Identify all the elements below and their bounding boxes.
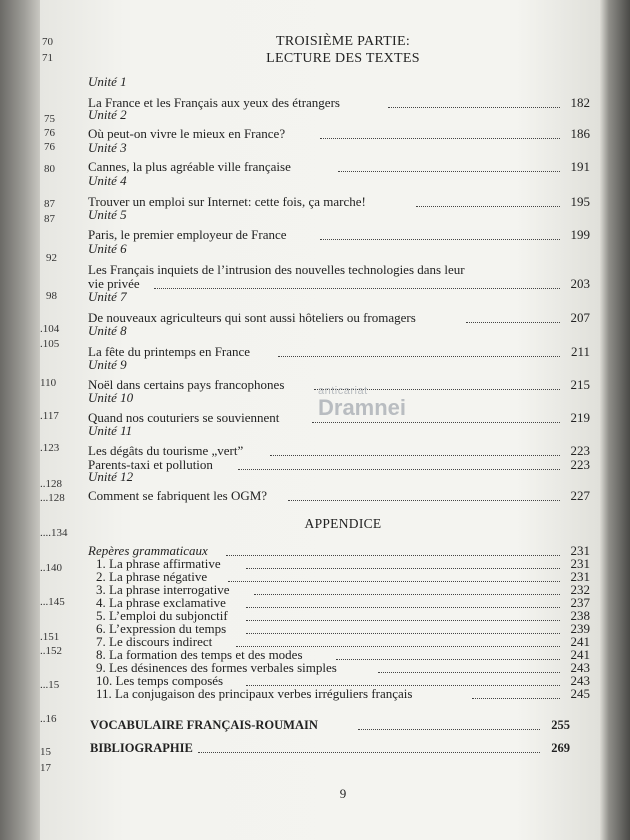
prev-page-number: 76 — [44, 127, 55, 139]
appendix-item: 1. La phrase affirmative 231 — [96, 556, 590, 571]
toc-entry: Comment se fabriquent les OGM? 227 — [88, 488, 590, 503]
unit-label: Unité 2 — [88, 107, 127, 122]
page-number: 9 — [339, 786, 347, 801]
prev-page-number: .123 — [40, 442, 60, 454]
appendix-item: 6. L’expression du temps 239 — [96, 621, 590, 636]
part-subtitle: LECTURE DES TEXTES — [266, 51, 420, 66]
toc-entry: Quand nos couturiers se souviennent 219 — [88, 410, 590, 425]
prev-page-number: ..140 — [40, 562, 62, 574]
unit-label: Unité 4 — [88, 173, 127, 188]
prev-page-number: 80 — [44, 163, 55, 175]
toc-entry: Les Français inquiets de l’intrusion des nouvelles technologies dans leur — [88, 262, 465, 277]
prev-page-number: 110 — [40, 377, 57, 389]
appendix-item: 8. La formation des temps et des modes 241 — [96, 647, 590, 662]
toc-entry: Trouver un emploi sur Internet: cette fois, ça marche! 195 — [88, 194, 590, 209]
unit-label: Unité 5 — [88, 207, 127, 222]
appendix-title: APPENDICE — [304, 516, 382, 531]
prev-page-number: 87 — [44, 198, 55, 210]
prev-page-number: 76 — [44, 141, 55, 153]
prev-page-number: ...128 — [40, 492, 65, 504]
unit-label: Unité 1 — [88, 74, 127, 89]
previous-page-edge — [40, 0, 72, 840]
prev-page-number: 92 — [46, 252, 57, 264]
prev-page-number: ....134 — [40, 527, 68, 539]
prev-page-number: 70 — [42, 36, 53, 48]
toc-entry: Cannes, la plus agréable ville française 191 — [88, 159, 590, 174]
prev-page-number: 17 — [40, 762, 51, 774]
prev-page-number: ..128 — [40, 478, 62, 490]
prev-page-number: 87 — [44, 213, 55, 225]
unit-label: Unité 9 — [88, 357, 127, 372]
appendix-item: 11. La conjugaison des principaux verbes irréguliers français 245 — [96, 686, 590, 701]
unit-label: Unité 8 — [88, 323, 127, 338]
prev-page-number: 15 — [40, 746, 51, 758]
unit-label: Unité 3 — [88, 140, 127, 155]
toc-entry: Parents-taxi et pollution 223 — [88, 457, 590, 472]
appendix-item: 4. La phrase exclamative 237 — [96, 595, 590, 610]
appendix-item: 9. Les désinences des formes verbales simples 243 — [96, 660, 590, 675]
vocabulary-entry: VOCABULAIRE FRANÇAIS-ROUMAIN 255 — [90, 718, 570, 732]
appendix-item: 7. Le discours indirect 241 — [96, 634, 590, 649]
toc-entry: Paris, le premier employeur de France 199 — [88, 227, 590, 242]
book-edge-right — [600, 0, 630, 840]
part-title: TROISIÈME PARTIE: — [275, 34, 411, 49]
prev-page-number: .105 — [40, 338, 60, 350]
toc-entry: vie privée 203 — [88, 276, 590, 291]
reperes-entry: Repères grammaticaux 231 — [88, 543, 590, 558]
toc-entry: Les dégâts du tourisme „vert” 223 — [88, 443, 590, 458]
appendix-item: 5. L’emploi du subjonctif 238 — [96, 608, 590, 623]
prev-page-number: 75 — [44, 113, 55, 125]
prev-page-number: ...15 — [40, 679, 60, 691]
appendix-item: 2. La phrase négative 231 — [96, 569, 590, 584]
unit-label: Unité 12 — [88, 469, 134, 484]
watermark-logo: anticariat Dramnei — [318, 385, 407, 420]
unit-label: Unité 7 — [88, 289, 127, 304]
prev-page-number: ..152 — [40, 645, 62, 657]
prev-page-number: 98 — [46, 290, 57, 302]
prev-page-number: .117 — [40, 410, 59, 422]
appendix-item: 3. La phrase interrogative 232 — [96, 582, 590, 597]
toc-entry: De nouveaux agriculteurs qui sont aussi hôteliers ou fromagers 207 — [88, 310, 590, 325]
unit-label: Unité 10 — [88, 390, 134, 405]
toc-entry: La fête du printemps en France 211 — [88, 344, 590, 359]
bibliography-entry: BIBLIOGRAPHIE 269 — [90, 741, 570, 755]
appendix-item: 10. Les temps composés 243 — [96, 673, 590, 688]
unit-label: Unité 6 — [88, 241, 127, 256]
prev-page-number: ...145 — [40, 596, 65, 608]
prev-page-number: ..16 — [40, 713, 57, 725]
prev-page-number: .104 — [40, 323, 60, 335]
toc-entry: La France et les Français aux yeux des étrangers 182 — [88, 95, 590, 110]
book-gutter-left — [0, 0, 40, 840]
unit-label: Unité 11 — [88, 423, 133, 438]
toc-entry: Noël dans certains pays francophones 215 — [88, 377, 590, 392]
prev-page-number: .151 — [40, 631, 60, 643]
prev-page-number: 71 — [42, 52, 53, 64]
toc-entry: Où peut-on vivre le mieux en France? 186 — [88, 126, 590, 141]
